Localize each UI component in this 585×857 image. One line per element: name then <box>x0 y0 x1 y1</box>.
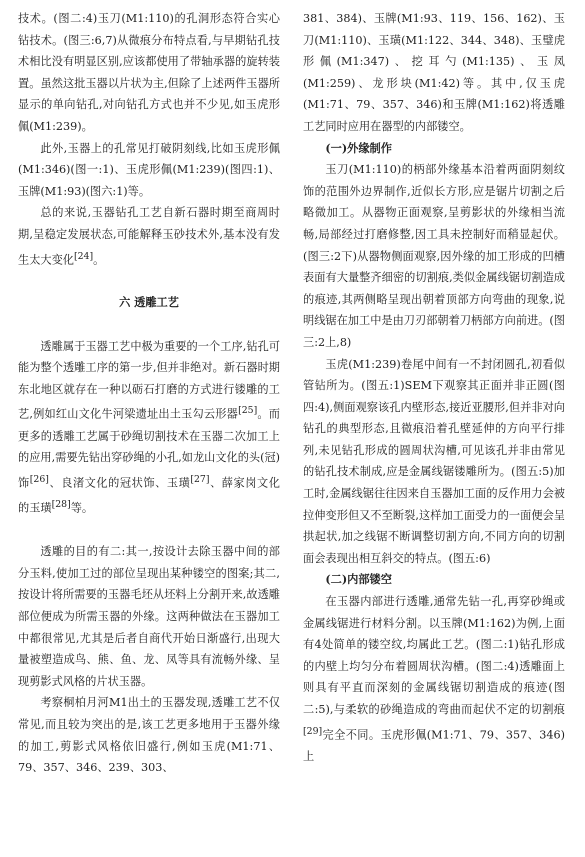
paragraph: 技术。(图二:4)玉刀(M1:110)的孔洞形态符合实心钻技术。(图三:6,7)从微痕分布特点看,与早期钻孔技术相比没有明显区别,应该都使用了带轴承器的旋转装置。虽然这批玉器以片状为主,但除了上述两件玉器所显示的单向钻孔,对向钻孔方式也并不少见,如玉虎形佩(M1:239)。 <box>18 12 280 133</box>
paragraph: 此外,玉器上的孔常见打破阴刻线,比如玉虎形佩(M1:346)(图一:1)、玉虎形佩(M1:239)(图四:1)、玉牌(M1:93)(图六:1)等。 <box>18 141 280 198</box>
paragraph-text: 。而更多的透雕工艺属于砂绳切割技术在玉器二次加工上的应用,需要先钻出穿砂绳的小孔,如龙山文化的头(冠)饰 <box>18 408 280 490</box>
paragraph-text: 。 <box>93 253 105 267</box>
citation: [29] <box>303 725 323 737</box>
right-column <box>303 8 565 768</box>
paragraph-text: 、良渚文化的冠状饰、玉璜 <box>48 476 191 490</box>
subsection-heading: (一)外缘制作 <box>325 140 392 155</box>
left-column <box>18 8 280 779</box>
citation: [26] <box>29 473 49 485</box>
subsection-heading: (二)内部镂空 <box>325 572 392 587</box>
citation: [28] <box>51 499 71 511</box>
paragraph-text: 等。 <box>70 502 94 515</box>
paragraph-text: 透雕属于玉器工艺中极为重要的一个工序,钻孔可能为整个透雕工序的第一步,但并非绝对。新石器时期东北地区就存在一种以砺石打磨的方式进行镂雕的工艺,例如红山文化牛河梁遗址出土玉勾云形器 <box>18 339 280 422</box>
paragraph: 玉刀(M1:110)的柄部外缘基本沿着两面阴刻纹饰的范围外边界制作,近似长方形,应是锯片切割之后略微加工。从器物正面观察,呈剪影状的外缘相当流畅,局部经过打磨修整,因工具未控制好而稍显起伏。(图三:2下)从器物侧面观察,因外缘的加工形成的凹槽表面有大量整齐细密的切割痕,类似金属线锯切割造成的痕迹,其两侧略呈现出朝着顶部方向弯曲的现象,说明线锯在加工中是由刀刃部朝着刀柄部方向前进。(图三:2上,8) <box>303 163 565 349</box>
paragraph: 透雕的目的有二:其一,按设计去除玉器中间的部分玉料,使加工过的部位呈现出某种镂空的图案;其二,按设计将所需要的玉器毛坯从坯料上分割开来,故透雕部位便成为所需玉器的外缘。这两种做法在玉器加工中都很常见,尤其是后者自商代开始日渐盛行,出现大量被塑造成鸟、熊、鱼、龙、凤等具有流畅外缘、呈现剪影式风格的片状玉器。 <box>18 545 280 688</box>
paragraph <box>303 591 565 767</box>
paragraph <box>18 336 280 520</box>
paragraph: 玉虎(M1:239)卷尾中间有一不封闭圆孔,初看似管钻所为。(图五:1)SEM下观察其正面并非正圆(图四:4),侧面观察该孔内壁形态,接近亚腰形,但并非对向钻孔的典型形态,且微痕沿着孔壁延伸的方向平行排列,未见钻孔形成的圆周状沟槽,可见该孔并非由常见的钻孔技术制成,应是金属线锯镂雕所为。(图五:5)加工时,金属线锯往往因来自玉器加工面的反作用力会被拉伸变形但又不至断裂,这样加工面受力的一面便会呈拱起状,加之线锯不断调整切割方向,不同方向的切割面会表现出相互斜交的特点。(图五:6) <box>303 357 565 565</box>
paragraph-text: 总的来说,玉器钻孔工艺自新石器时期至商周时期,呈稳定发展状态,可能解释玉砂技术外,基本没有发生太大变化 <box>18 206 280 267</box>
paragraph-text: 完全不同。玉虎形佩(M1:71、79、357、346)上 <box>303 728 565 763</box>
section-heading: 六 透雕工艺 <box>119 295 179 310</box>
paragraph-text: 在玉器内部进行透雕,通常先钻一孔,再穿砂绳或金属线锯进行材料分割。以玉牌(M1:162)为例,上面有4处简单的镂空纹,均属此工艺。(图二:1)钻孔形成的内壁上均匀分布着圆周状沟槽。(图二:4)透雕面上则具有平直而深刻的金属线锯切割造成的痕迹(图二:5),与柔软的砂绳造成的弯曲而起伏不定的切割痕 <box>303 595 565 716</box>
citation: [25] <box>238 405 258 417</box>
citation: [27] <box>190 473 210 485</box>
paragraph: 考察桐柏月河M1出土的玉器发现,透雕工艺不仅常见,而且较为突出的是,该工艺更多地用于玉器外缘的加工,剪影式风格依旧盛行,例如玉虎(M1:71、79、357、346、239、303、 <box>18 696 280 775</box>
paragraph <box>18 202 280 271</box>
paragraph-text: 、薛家岗文化的玉璜 <box>18 476 280 515</box>
citation: [24] <box>73 250 94 262</box>
paragraph: 381、384)、玉牌(M1:93、119、156、162)、玉刀(M1:110)、玉璜(M1:122、344、348)、玉璧虎形佩(M1:347)、挖耳勺(M1:135)、玉凤(M1:259)、龙形块(M1:42)等。其中,仅玉虎(M1:71、79、357、346)和玉牌(M1:162)将透雕工艺同时应用在器型的内部镂空。 <box>303 12 565 133</box>
